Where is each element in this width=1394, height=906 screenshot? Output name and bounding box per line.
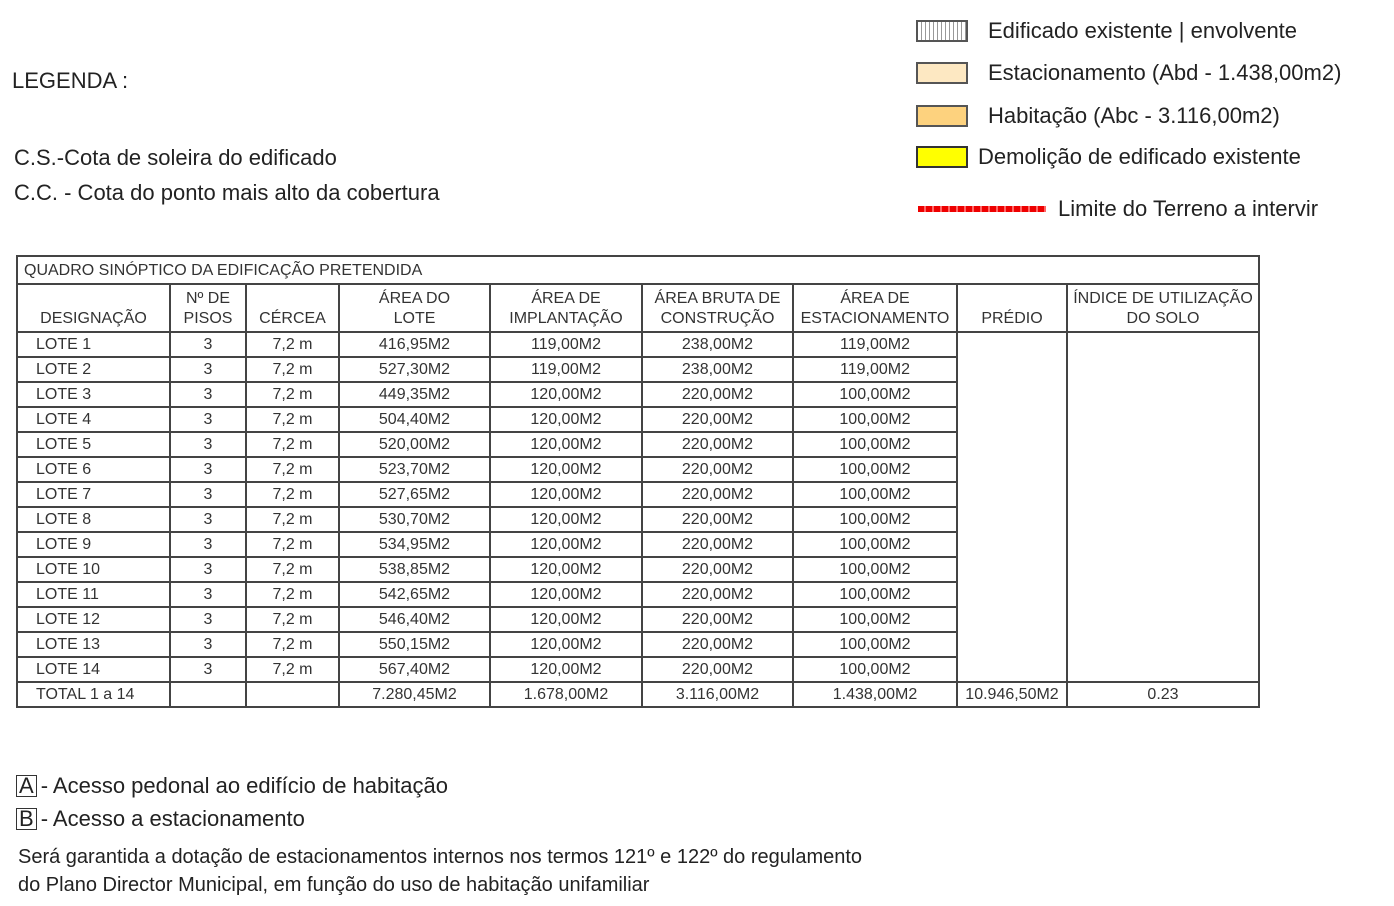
merged-empty-cell bbox=[957, 332, 1067, 682]
table-cell: 100,00M2 bbox=[793, 657, 957, 682]
table-cell: 530,70M2 bbox=[339, 507, 490, 532]
total-cell: 7.280,45M2 bbox=[339, 682, 490, 707]
table-cell: 220,00M2 bbox=[642, 532, 793, 557]
table-cell: LOTE 5 bbox=[17, 432, 170, 457]
legend-label: Limite do Terreno a intervir bbox=[1058, 196, 1319, 221]
total-cell bbox=[246, 682, 339, 707]
column-header-line: ÁREA DE bbox=[840, 290, 910, 307]
column-header bbox=[490, 284, 642, 332]
total-cell: 1.678,00M2 bbox=[490, 682, 642, 707]
table-cell: 3 bbox=[170, 632, 246, 657]
legend-label: Estacionamento (Abd - 1.438,00m2) bbox=[988, 60, 1342, 85]
column-header-line: CONSTRUÇÃO bbox=[660, 310, 775, 327]
table-cell: 7,2 m bbox=[246, 657, 339, 682]
synoptic-table bbox=[16, 255, 1260, 708]
table-cell: 567,40M2 bbox=[339, 657, 490, 682]
table-cell: 238,00M2 bbox=[642, 357, 793, 382]
total-cell: TOTAL 1 a 14 bbox=[17, 682, 170, 707]
table-cell: 7,2 m bbox=[246, 532, 339, 557]
total-cell: 3.116,00M2 bbox=[642, 682, 793, 707]
table-cell: LOTE 6 bbox=[17, 457, 170, 482]
table-cell: 3 bbox=[170, 432, 246, 457]
table-cell: 100,00M2 bbox=[793, 457, 957, 482]
table-cell: LOTE 10 bbox=[17, 557, 170, 582]
access-note-a bbox=[16, 773, 448, 799]
table-cell: 120,00M2 bbox=[490, 432, 642, 457]
table-cell: 100,00M2 bbox=[793, 432, 957, 457]
table-cell: LOTE 1 bbox=[17, 332, 170, 357]
column-header-line: ÁREA DE bbox=[531, 290, 601, 307]
column-header bbox=[793, 284, 957, 332]
table-cell: 3 bbox=[170, 507, 246, 532]
table-cell: 3 bbox=[170, 357, 246, 382]
column-header-line: ÁREA DO bbox=[378, 290, 451, 307]
legend-item-boundary bbox=[918, 196, 1318, 222]
column-header-line: Nº DE bbox=[185, 290, 231, 307]
table-cell: 542,65M2 bbox=[339, 582, 490, 607]
table-cell: 120,00M2 bbox=[490, 482, 642, 507]
table-cell: 527,65M2 bbox=[339, 482, 490, 507]
table-title: QUADRO SINÓPTICO DA EDIFICAÇÃO PRETENDIDA bbox=[17, 256, 1259, 284]
table-cell: 3 bbox=[170, 607, 246, 632]
table-cell: 416,95M2 bbox=[339, 332, 490, 357]
table-cell: 119,00M2 bbox=[793, 357, 957, 382]
table-cell: 534,95M2 bbox=[339, 532, 490, 557]
column-header bbox=[246, 284, 339, 332]
table-cell: 3 bbox=[170, 407, 246, 432]
demolition-swatch-icon bbox=[916, 146, 968, 168]
legend-item-existing bbox=[916, 18, 1297, 44]
legend-title: LEGENDA : bbox=[12, 68, 129, 93]
legend-label: Habitação (Abc - 3.116,00m2) bbox=[988, 103, 1280, 128]
table-cell: 3 bbox=[170, 657, 246, 682]
table-cell: 100,00M2 bbox=[793, 482, 957, 507]
table-cell: 7,2 m bbox=[246, 607, 339, 632]
table-cell: 220,00M2 bbox=[642, 482, 793, 507]
table-cell: 3 bbox=[170, 557, 246, 582]
table-cell: 100,00M2 bbox=[793, 382, 957, 407]
access-letter-a: A bbox=[16, 775, 37, 797]
table-cell: 7,2 m bbox=[246, 582, 339, 607]
table-cell: 120,00M2 bbox=[490, 382, 642, 407]
column-header-line: CÉRCEA bbox=[259, 310, 326, 327]
table-cell: 546,40M2 bbox=[339, 607, 490, 632]
table-cell: 220,00M2 bbox=[642, 582, 793, 607]
parking-swatch-icon bbox=[916, 62, 968, 84]
column-header-line: LOTE bbox=[393, 310, 436, 327]
table-cell: LOTE 4 bbox=[17, 407, 170, 432]
total-cell: 1.438,00M2 bbox=[793, 682, 957, 707]
column-header-line: IMPLANTAÇÃO bbox=[509, 310, 623, 327]
table-cell: 7,2 m bbox=[246, 332, 339, 357]
table-cell: 120,00M2 bbox=[490, 632, 642, 657]
table-cell: LOTE 3 bbox=[17, 382, 170, 407]
legend-item-housing bbox=[916, 103, 1280, 129]
table-cell: 100,00M2 bbox=[793, 582, 957, 607]
legend-item-parking bbox=[916, 60, 1341, 86]
table-cell: 220,00M2 bbox=[642, 632, 793, 657]
access-text: - Acesso a estacionamento bbox=[40, 806, 305, 831]
table-cell: 504,40M2 bbox=[339, 407, 490, 432]
table-cell: 120,00M2 bbox=[490, 557, 642, 582]
abbreviation-cs: C.S.-Cota de soleira do edificado bbox=[14, 145, 337, 170]
column-header bbox=[339, 284, 490, 332]
table-cell: 120,00M2 bbox=[490, 507, 642, 532]
table-cell: 100,00M2 bbox=[793, 632, 957, 657]
table-cell: 100,00M2 bbox=[793, 507, 957, 532]
table-cell: 220,00M2 bbox=[642, 382, 793, 407]
legend-label: Demolição de edificado existente bbox=[978, 144, 1301, 169]
column-header-line: ESTACIONAMENTO bbox=[800, 310, 950, 327]
table-cell: 3 bbox=[170, 332, 246, 357]
table-cell: LOTE 8 bbox=[17, 507, 170, 532]
table-cell: 220,00M2 bbox=[642, 407, 793, 432]
hatch-swatch-icon bbox=[916, 20, 968, 42]
footer-note-line-2: do Plano Director Municipal, em função do uso de habitação unifamiliar bbox=[18, 874, 650, 896]
table-cell: 3 bbox=[170, 482, 246, 507]
table-cell: 238,00M2 bbox=[642, 332, 793, 357]
table-cell: 3 bbox=[170, 457, 246, 482]
total-row bbox=[17, 682, 1259, 707]
table-cell: 120,00M2 bbox=[490, 582, 642, 607]
table-cell: 120,00M2 bbox=[490, 407, 642, 432]
table-cell: LOTE 12 bbox=[17, 607, 170, 632]
abbreviation-cc: C.C. - Cota do ponto mais alto da cobertura bbox=[14, 180, 440, 205]
table-cell: 100,00M2 bbox=[793, 607, 957, 632]
legend-label: Edificado existente | envolvente bbox=[988, 18, 1298, 43]
table-cell: 538,85M2 bbox=[339, 557, 490, 582]
table-cell: LOTE 9 bbox=[17, 532, 170, 557]
table-cell: 3 bbox=[170, 382, 246, 407]
column-header bbox=[642, 284, 793, 332]
table-cell: 523,70M2 bbox=[339, 457, 490, 482]
total-cell bbox=[170, 682, 246, 707]
table-cell: 7,2 m bbox=[246, 407, 339, 432]
table-cell: 527,30M2 bbox=[339, 357, 490, 382]
table-cell: 7,2 m bbox=[246, 557, 339, 582]
column-header-line: ÍNDICE DE UTILIZAÇÃO bbox=[1073, 290, 1253, 307]
table-cell: 7,2 m bbox=[246, 382, 339, 407]
total-cell: 0.23 bbox=[1067, 682, 1259, 707]
table-cell: LOTE 11 bbox=[17, 582, 170, 607]
table-cell: 120,00M2 bbox=[490, 607, 642, 632]
table-cell: 7,2 m bbox=[246, 457, 339, 482]
table-cell: LOTE 14 bbox=[17, 657, 170, 682]
table-cell: 119,00M2 bbox=[490, 357, 642, 382]
table-cell: 3 bbox=[170, 532, 246, 557]
table-cell: 7,2 m bbox=[246, 507, 339, 532]
housing-swatch-icon bbox=[916, 105, 968, 127]
table-cell: LOTE 7 bbox=[17, 482, 170, 507]
table-cell: LOTE 2 bbox=[17, 357, 170, 382]
column-header bbox=[17, 284, 170, 332]
table-cell: 220,00M2 bbox=[642, 607, 793, 632]
column-header-line: DO SOLO bbox=[1126, 310, 1200, 327]
access-note-b bbox=[16, 806, 305, 832]
column-header-line: ÁREA BRUTA DE bbox=[654, 290, 781, 307]
table-cell: 220,00M2 bbox=[642, 432, 793, 457]
total-cell: 10.946,50M2 bbox=[957, 682, 1067, 707]
table-cell: 449,35M2 bbox=[339, 382, 490, 407]
table-cell: 120,00M2 bbox=[490, 657, 642, 682]
table-cell: 3 bbox=[170, 582, 246, 607]
table-cell: 100,00M2 bbox=[793, 557, 957, 582]
table-cell: 119,00M2 bbox=[490, 332, 642, 357]
column-header-line: PISOS bbox=[183, 310, 233, 327]
merged-empty-cell bbox=[1067, 332, 1259, 682]
table-cell: 7,2 m bbox=[246, 482, 339, 507]
table-row bbox=[17, 332, 1259, 357]
table-cell: 220,00M2 bbox=[642, 657, 793, 682]
table-cell: 100,00M2 bbox=[793, 407, 957, 432]
table-cell: 7,2 m bbox=[246, 432, 339, 457]
table-cell: 7,2 m bbox=[246, 632, 339, 657]
legend-item-demolition bbox=[916, 144, 1301, 170]
table-cell: 550,15M2 bbox=[339, 632, 490, 657]
table-header-row bbox=[17, 284, 1259, 332]
table-cell: 220,00M2 bbox=[642, 457, 793, 482]
column-header bbox=[957, 284, 1067, 332]
table-cell: 120,00M2 bbox=[490, 457, 642, 482]
table-cell: 120,00M2 bbox=[490, 532, 642, 557]
table-cell: LOTE 13 bbox=[17, 632, 170, 657]
table-cell: 7,2 m bbox=[246, 357, 339, 382]
table-cell: 220,00M2 bbox=[642, 557, 793, 582]
column-header bbox=[170, 284, 246, 332]
table-cell: 119,00M2 bbox=[793, 332, 957, 357]
boundary-line-icon bbox=[918, 206, 1046, 212]
table-cell: 520,00M2 bbox=[339, 432, 490, 457]
access-text: - Acesso pedonal ao edifício de habitação bbox=[40, 773, 448, 798]
column-header-line: DESIGNAÇÃO bbox=[40, 310, 147, 327]
column-header bbox=[1067, 284, 1259, 332]
table-cell: 220,00M2 bbox=[642, 507, 793, 532]
access-letter-b: B bbox=[16, 808, 37, 830]
column-header-line: PRÉDIO bbox=[981, 310, 1043, 327]
footer-note-line-1: Será garantida a dotação de estacionamentos internos nos termos 121º e 122º do regulamento bbox=[18, 846, 863, 868]
table-cell: 100,00M2 bbox=[793, 532, 957, 557]
